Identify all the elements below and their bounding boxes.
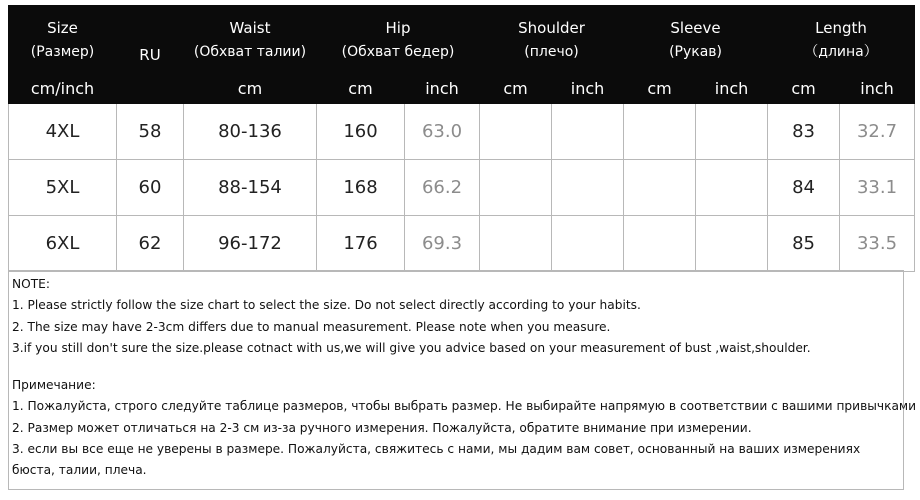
cell-length-cm: 84 (768, 160, 840, 216)
header-waist-sub: (Обхват талии) (193, 43, 307, 60)
cell-hip-inch: 63.0 (405, 104, 480, 160)
header-waist-label: Waist (229, 18, 271, 37)
header-length (768, 6, 915, 74)
cell-sleeve-inch (696, 104, 768, 160)
header-hip-sub: (Обхват бедер) (341, 43, 455, 60)
cell-length-cm: 83 (768, 104, 840, 160)
header-hip (317, 6, 480, 74)
table-header (9, 6, 915, 104)
cell-length-inch: 32.7 (840, 104, 915, 160)
header-ru (117, 6, 184, 104)
unit-hip-inch: inch (405, 74, 480, 104)
cell-ru: 62 (117, 216, 184, 272)
unit-length-cm: cm (768, 74, 840, 104)
cell-sleeve-inch (696, 216, 768, 272)
note-en-3: 3.if you still don't sure the size.please cotnact with us,we will give you advice based on your measurement of bust ,waist,shoulder. (12, 340, 811, 355)
header-size-label: Size (47, 18, 78, 37)
cell-hip-cm: 176 (317, 216, 405, 272)
header-size-sub: (Размер) (30, 43, 95, 60)
cell-shoulder-inch (552, 104, 624, 160)
cell-shoulder-cm (480, 216, 552, 272)
unit-length-inch: inch (840, 74, 915, 104)
cell-ru: 58 (117, 104, 184, 160)
cell-shoulder-inch (552, 216, 624, 272)
table-row (9, 104, 915, 160)
unit-size: cm/inch (9, 74, 117, 104)
size-table (8, 5, 915, 272)
note-title-ru: Примечание: (12, 378, 96, 393)
cell-shoulder-cm (480, 160, 552, 216)
cell-waist-cm: 88-154 (184, 160, 317, 216)
unit-shoulder-cm: cm (480, 74, 552, 104)
cell-length-inch: 33.5 (840, 216, 915, 272)
note-ru-2: 2. Размер может отличаться на 2-3 см из-за ручного измерения. Пожалуйста, обратите внимание при измерении. (12, 420, 752, 435)
note-en-1: 1. Please strictly follow the size chart to select the size. Do not select directly according to your habits. (12, 298, 641, 313)
unit-sleeve-inch: inch (696, 74, 768, 104)
cell-hip-inch: 66.2 (405, 160, 480, 216)
table-row (9, 216, 915, 272)
cell-sleeve-cm (624, 104, 696, 160)
cell-waist-cm: 96-172 (184, 216, 317, 272)
header-hip-label: Hip (385, 18, 411, 37)
cell-length-inch: 33.1 (840, 160, 915, 216)
unit-shoulder-inch: inch (552, 74, 624, 104)
unit-hip-cm: cm (317, 74, 405, 104)
header-length-sub: （длина） (804, 43, 878, 60)
table-body (9, 104, 915, 272)
header-ru-label: RU (139, 45, 161, 64)
note-en-2: 2. The size may have 2-3cm differs due to manual measurement. Please note when you measure. (12, 319, 611, 334)
cell-hip-cm: 168 (317, 160, 405, 216)
cell-size: 5XL (9, 160, 117, 216)
header-shoulder-label: Shoulder (518, 18, 585, 37)
unit-sleeve-cm: cm (624, 74, 696, 104)
cell-size: 6XL (9, 216, 117, 272)
cell-length-cm: 85 (768, 216, 840, 272)
notes-box (8, 270, 917, 490)
unit-waist-cm: cm (184, 74, 317, 104)
cell-sleeve-cm (624, 216, 696, 272)
cell-shoulder-cm (480, 104, 552, 160)
cell-size: 4XL (9, 104, 117, 160)
table-row (9, 160, 915, 216)
cell-ru: 60 (117, 160, 184, 216)
cell-hip-cm: 160 (317, 104, 405, 160)
header-sleeve-label: Sleeve (670, 18, 721, 37)
cell-sleeve-inch (696, 160, 768, 216)
cell-sleeve-cm (624, 160, 696, 216)
note-ru-3: 3. если вы все еще не уверены в размере. Пожалуйста, свяжитесь с нами, мы дадим вам совет, основанный на ваших измерениях бюста, талии, плеча. (12, 442, 861, 478)
header-sleeve-sub: (Рукав) (669, 43, 722, 60)
header-shoulder-sub: (плечо) (524, 43, 579, 60)
note-ru-1: 1. Пожалуйста, строго следуйте таблице размеров, чтобы выбрать размер. Не выбирайте напрямую в соответствии с вашими привычками (12, 399, 917, 414)
header-shoulder (480, 6, 624, 74)
cell-waist-cm: 80-136 (184, 104, 317, 160)
header-length-label: Length (815, 18, 867, 37)
header-waist (184, 6, 317, 74)
note-title-en: NOTE: (12, 277, 50, 291)
header-size (9, 6, 117, 74)
cell-hip-inch: 69.3 (405, 216, 480, 272)
cell-shoulder-inch (552, 160, 624, 216)
notes-spacer (12, 359, 900, 375)
header-sleeve (624, 6, 768, 74)
